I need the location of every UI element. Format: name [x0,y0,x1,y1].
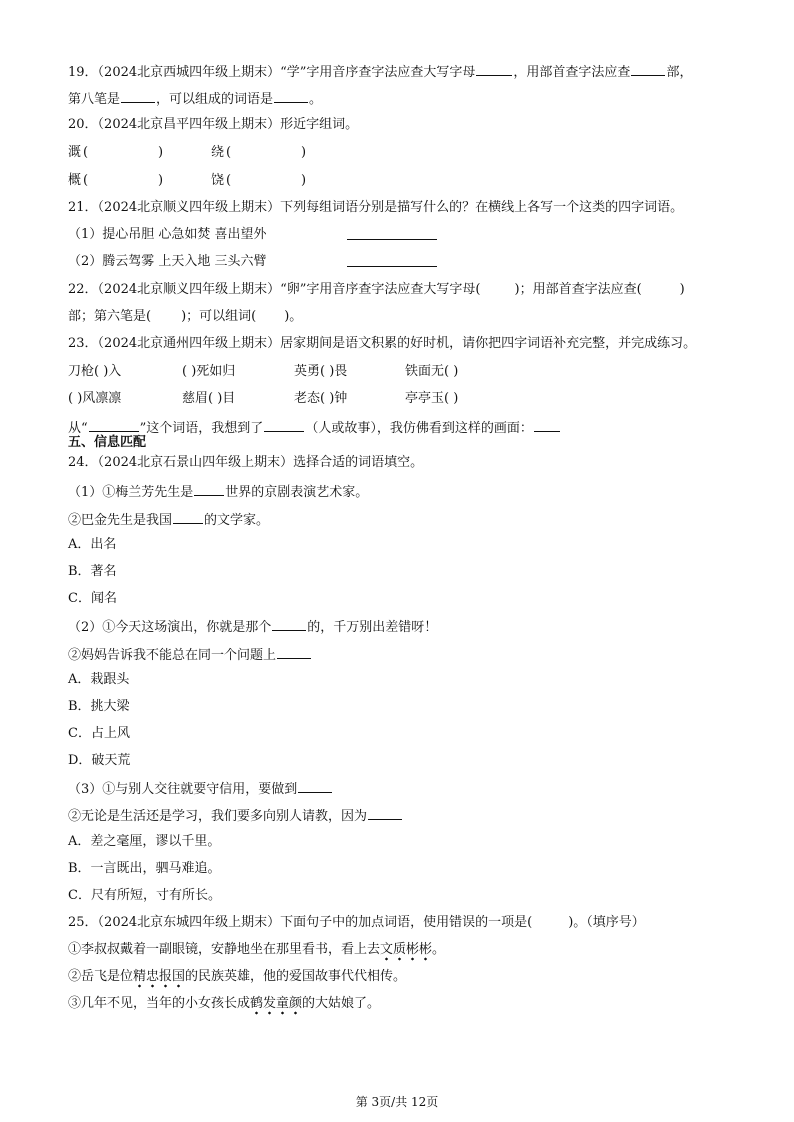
blank[interactable] [368,806,402,820]
q25-stem: 25．（2024北京东城四年级上期末）下面句子中的加点词语，使用错误的一项是( )。（填序号） [68,915,645,930]
q24-p3-2: ②无论是生活还是学习，我们要多向别人请教，因为 [68,806,754,826]
blank[interactable] [121,89,155,103]
q23-tail: 从“ ”这个词语，我想到了 （人或故事），我仿佛看到这样的画面： [68,418,754,438]
dotted-word: 鹤发童颜 [250,996,302,1011]
q25-sentence-3: ③几年不见，当年的小女孩长成鹤发童颜 的大姑娘了。 [68,995,754,1013]
char: 概 [68,173,82,188]
blank[interactable] [298,779,332,793]
blank[interactable] [194,482,224,496]
blank[interactable] [631,62,665,76]
char: 溉 [68,145,82,160]
blank[interactable] [272,617,306,631]
emphasis-dots [133,984,185,988]
blank[interactable] [274,89,308,103]
option[interactable]: B．挑大梁 [68,699,130,714]
q25-sentence-1: ①李叔叔戴着一副眼镜，安静地坐在那里看书，看上去文质彬彬 。 [68,941,754,959]
q20-stem: 20．（2024北京昌平四年级上期末）形近字组词。 [68,117,359,132]
blank[interactable] [277,645,311,659]
option[interactable]: B．一言既出，驷马难追。 [68,861,221,876]
q19-line1: 19．（2024北京西城四年级上期末）“学”字用音序查字法应查大写字母 ，用部首查字法应查 部， [68,62,754,82]
option[interactable]: B．著名 [68,564,117,579]
blank[interactable] [476,62,512,76]
option[interactable]: D．破天荒 [68,753,131,768]
q21-stem: 21．（2024北京顺义四年级上期末）下列每组词语分别是描写什么的？在横线上各写一个这类的四字词语。 [68,200,684,215]
q24-stem: 24．（2024北京石景山四年级上期末）选择合适的词语填空。 [68,455,424,470]
emphasis-dots [250,1011,302,1015]
char: 绕 [211,145,225,160]
blank[interactable] [89,418,139,432]
q21-item1: （1）提心吊胆 心急如焚 喜出望外 [68,226,754,244]
section-heading: 五、信息匹配 [68,435,147,450]
blank[interactable] [173,510,203,524]
blank[interactable] [264,418,304,432]
q24-p1-1: （1）①梅兰芳先生是 世界的京剧表演艺术家。 [68,482,754,502]
q24-p1-2: ②巴金先生是我国 的文学家。 [68,510,754,530]
page-number: 第 3页/共 12页 [355,1095,439,1109]
blank[interactable] [347,253,437,267]
blank[interactable] [347,226,437,240]
q24-p3-1: （3）①与别人交往就要守信用，要做到 [68,779,754,799]
dotted-word: 文质彬彬 [380,942,432,957]
q25-sentence-2: ②岳飞是位精忠报国 的民族英雄，他的爱国故事代代相传。 [68,968,754,986]
exam-page: 19．（2024北京西城四年级上期末）“学”字用音序查字法应查大写字母 ，用部首查字法应查 部， 第八笔是 ，可以组成的词语是 。 20．（2024北京昌平四年级上期末）形近字组词。 溉 ( ) 绕 ( ) 概 ( ) 饶 ( ) 21．（2024北京顺义四年级上期末）下列每组词语分别是描写什么的？在横线上各写一个这类的四字词语。 （1）提心吊胆 心急如焚 喜出望外 （2）腾云驾雾 上天入地 三头六臂 22．（2024北京顺义四年级上期末）“卵”字用音序查字法应查大写字母( )；用部首查字法应查( ) 部；第六笔是( )；可以组词( )。 23．（2024北京通州四年级上期末）居家期间是语文积累的好时机，请你把四字词语补充完整，并完成练习。 刀枪( )入 ( )死如归 英勇( )畏 铁面无( ) ( )风凛凛 慈眉( )目 老态( )钟 亭亭玉( ) 从“ ”这个词语，我想到了 （人或故事），我仿佛看到这样的画面： 五、信息匹配 24．（2024北京石景山四年级上期末）选择合适的词语填空。 （1）①梅兰芳先生是 世界的京剧表演艺术家。 ②巴金先生是我国 的文学家。 A．出名 B．著名 C．闻名 （2）①今天这场演出，你就是那个 的，千万别出差错呀！ ②妈妈告诉我不能总在同一个问题上 A．栽跟头 B．挑大梁 C．占上风 D．破天荒 （3）①与别人交往就要守信用，要做到 ②无论是生活还是学习，我们要多向别人请教，因为 A．差之毫厘，谬以千里。 B．一言既出，驷马难追。 C．尺有所短，寸有所长。 25．（2024北京东城四年级上期末）下面句子中的加点词语，使用错误的一项是( )。（填序号） ①李叔叔戴着一副眼镜，安静地坐在那里看书，看上去文质彬彬 。 ②岳飞是位精忠报国 的民族英雄，他的爱国故事代代相传。 ③几年不见，当年的小女孩长成鹤发童颜 的大姑娘了。 第 3页/共 12页 [0,0,794,1122]
q23-stem: 23．（2024北京通州四年级上期末）居家期间是语文积累的好时机，请你把四字词语补充完整，并完成练习。 [68,336,697,351]
option[interactable]: C．尺有所短，寸有所长。 [68,888,221,903]
dotted-word: 精忠报国 [133,969,185,984]
option[interactable]: A．栽跟头 [68,672,130,687]
char: 饶 [211,173,225,188]
q22-line2: 部；第六笔是( )；可以组词( )。 [68,309,303,324]
option[interactable]: A．出名 [68,537,117,552]
q21-item2: （2）腾云驾雾 上天入地 三头六臂 [68,253,754,271]
option[interactable]: C．闻名 [68,591,117,606]
q19-line2: 第八笔是 ，可以组成的词语是 。 [68,89,754,109]
q24-p2-1: （2）①今天这场演出，你就是那个 的，千万别出差错呀！ [68,617,754,637]
option[interactable]: C．占上风 [68,726,130,741]
emphasis-dots [380,957,432,961]
q22-line1: 22．（2024北京顺义四年级上期末）“卵”字用音序查字法应查大写字母( )；用部首查字法应查( ) [68,282,685,297]
q24-p2-2: ②妈妈告诉我不能总在同一个问题上 [68,645,754,665]
option[interactable]: A．差之毫厘，谬以千里。 [68,834,221,849]
blank[interactable] [534,418,560,432]
